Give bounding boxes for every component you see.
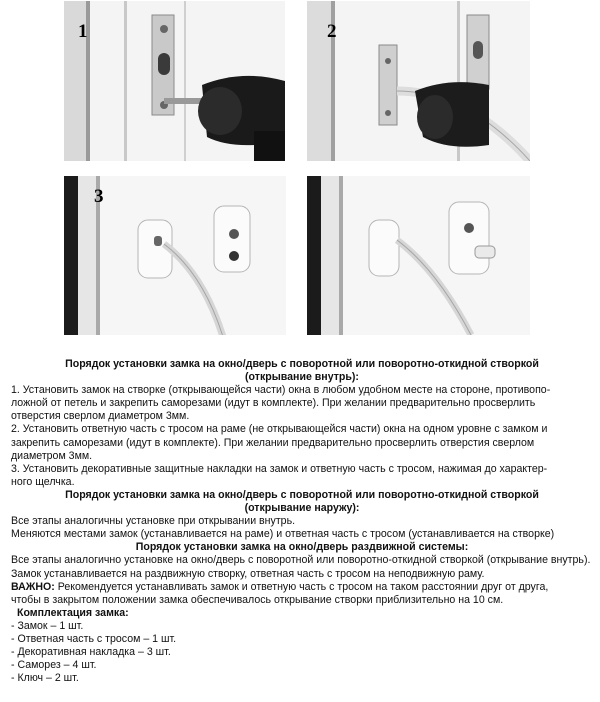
kit-item: - Ответная часть с тросом – 1 шт.: [11, 632, 177, 645]
text-line: Меняются местами замок (устанавливается на раме) и ответная часть с тросом (устанавливается на створке): [11, 528, 555, 541]
important-text: Рекомендуется устанавливать замок и ответную часть с тросом на таком расстоянии друг от друга,: [54, 580, 549, 593]
text-line: Все этапы аналогичны установке при открывании внутрь.: [11, 515, 296, 528]
section-subtitle: (открывание наружу):: [244, 502, 360, 515]
text-line: закрепить саморезами (идут в комплекте). При желании предварительно просверлить отверстия сверлом: [11, 436, 535, 449]
photo-step-3: [64, 176, 286, 335]
text-line: 1. Установить замок на створке (открывающейся части) окна в любом удобном месте на стороне, противопо-: [11, 384, 551, 397]
photo-step-2: [307, 1, 530, 161]
text-line: Замок устанавливается на раздвижную створку, ответная часть с тросом на неподвижную раму.: [11, 567, 485, 580]
text-line: чтобы в закрытом положении замка обеспечивалось открывание створки приблизительно на 10 см.: [11, 593, 504, 606]
text-line: ложной от петель и закрепить саморезами (идут в комплекте). При желании предварительно просверлить: [11, 397, 536, 410]
kit-item: - Ключ – 2 шт.: [11, 672, 79, 685]
text-line: ного щелчка.: [11, 475, 75, 488]
drill-lock-illustration: [64, 1, 285, 161]
kit-item: - Саморез – 4 шт.: [11, 659, 97, 672]
section-title: Порядок установки замка на окно/дверь раздвижной системы:: [135, 541, 469, 554]
section-subtitle: (открывание внутрь):: [245, 371, 359, 384]
text-line: диаметром 3мм.: [11, 449, 93, 462]
photo-step-4: [307, 176, 530, 335]
locked-window-illustration: [307, 176, 530, 335]
kit-title: Комплектация замка:: [17, 606, 129, 619]
text-line: 3. Установить декоративные защитные накладки на замок и ответную часть с тросом, нажимая до характер-: [11, 462, 548, 475]
section-title: Порядок установки замка на окно/дверь с поворотной или поворотно-откидной створкой: [65, 488, 539, 501]
photo-step-1: [64, 1, 285, 161]
drill-cable-illustration: [307, 1, 530, 161]
text-line: 2. Установить ответную часть с тросом на раме (не открывающейся части) окна на одном уровне с замком и: [11, 423, 548, 436]
step-number: 2: [327, 21, 337, 42]
step-number: 3: [94, 186, 104, 207]
step-number: 1: [78, 21, 88, 42]
text-line: Все этапы аналогично установке на окно/дверь с поворотной или поворотно-откидной створкой (открывание внутрь).: [11, 554, 591, 567]
kit-item: - Замок – 1 шт.: [11, 619, 84, 632]
important-label: ВАЖНО:: [11, 580, 55, 593]
instructions: [11, 358, 593, 685]
kit-item: - Декоративная накладка – 3 шт.: [11, 646, 171, 659]
section-title: Порядок установки замка на окно/дверь с поворотной или поворотно-откидной створкой: [65, 358, 539, 370]
important-note: [11, 581, 593, 594]
text-line: отверстия сверлом диаметром 3мм.: [11, 410, 190, 423]
